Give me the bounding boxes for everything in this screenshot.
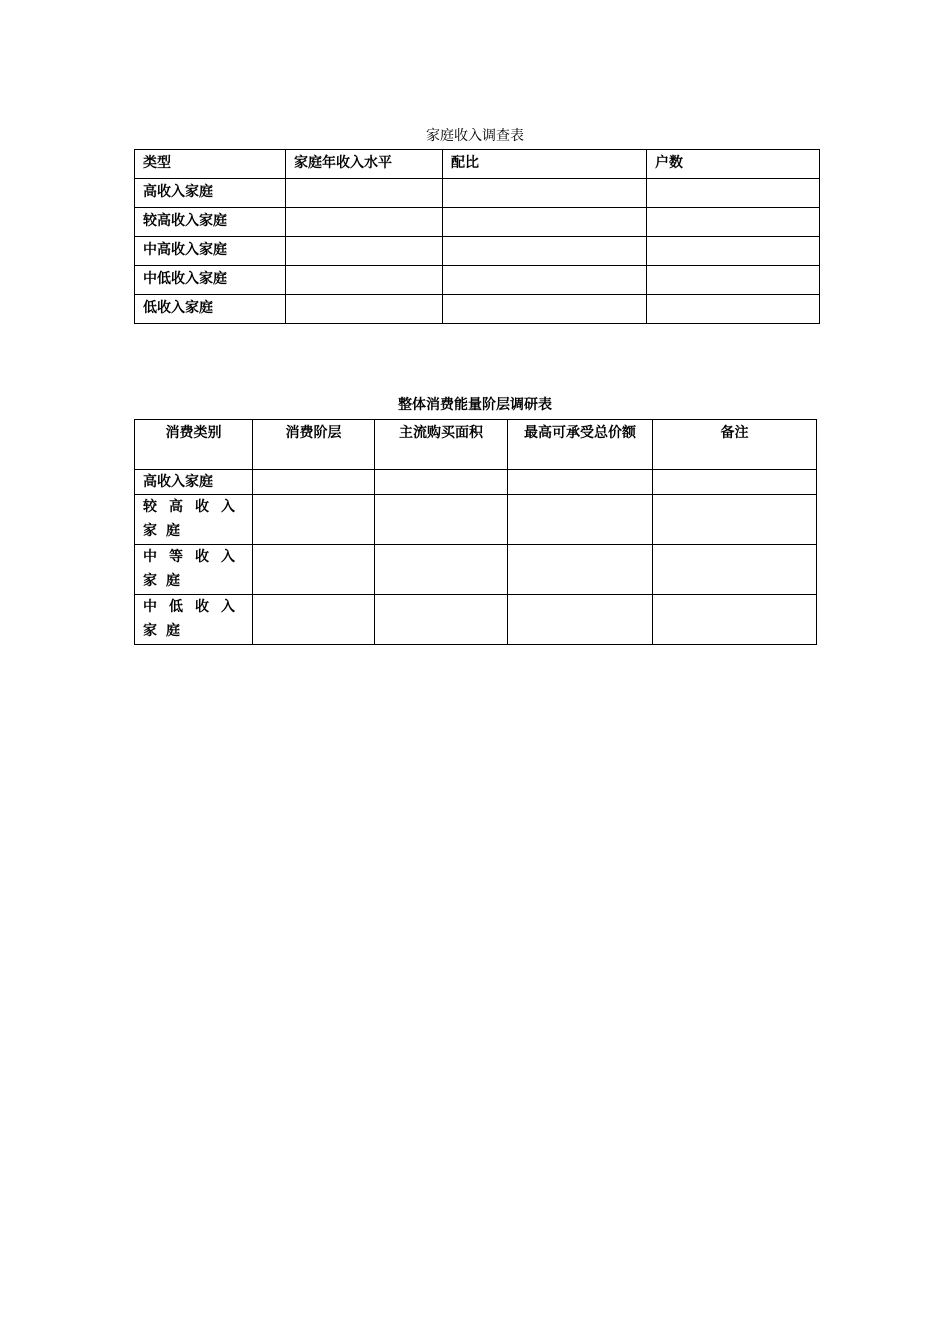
row-label-cell: 中等收入家庭	[135, 545, 253, 595]
table-header-row	[135, 420, 817, 470]
table-row	[135, 208, 820, 237]
empty-cell	[286, 295, 443, 324]
empty-cell	[286, 208, 443, 237]
household-income-survey-title: 家庭收入调查表	[426, 128, 524, 144]
empty-cell	[647, 295, 820, 324]
header-cell: 主流购买面积	[375, 420, 508, 470]
empty-cell	[375, 545, 508, 595]
empty-cell	[375, 495, 508, 545]
empty-cell	[647, 179, 820, 208]
empty-cell	[443, 266, 647, 295]
table-row	[135, 595, 817, 645]
empty-cell	[508, 470, 653, 495]
empty-cell	[286, 266, 443, 295]
table-row	[135, 179, 820, 208]
header-cell: 消费类别	[135, 420, 253, 470]
row-label-cell: 高收入家庭	[135, 470, 253, 495]
empty-cell	[253, 545, 375, 595]
empty-cell	[375, 595, 508, 645]
header-cell: 最高可承受总价额	[508, 420, 653, 470]
empty-cell	[653, 470, 817, 495]
empty-cell	[443, 179, 647, 208]
empty-cell	[443, 295, 647, 324]
table-row	[135, 470, 817, 495]
household-income-survey-table	[134, 149, 820, 324]
empty-cell	[653, 495, 817, 545]
empty-cell	[508, 545, 653, 595]
empty-cell	[286, 237, 443, 266]
empty-cell	[375, 470, 508, 495]
row-label-cell: 高收入家庭	[135, 179, 286, 208]
table-row	[135, 237, 820, 266]
table-row	[135, 545, 817, 595]
table-row	[135, 266, 820, 295]
empty-cell	[443, 208, 647, 237]
header-cell: 家庭年收入水平	[286, 150, 443, 179]
table-row	[135, 295, 820, 324]
row-label-cell: 中低收入家庭	[135, 266, 286, 295]
empty-cell	[253, 470, 375, 495]
empty-cell	[443, 237, 647, 266]
row-label-cell: 中低收入家庭	[135, 595, 253, 645]
row-label-cell: 低收入家庭	[135, 295, 286, 324]
empty-cell	[508, 495, 653, 545]
table-header-row	[135, 150, 820, 179]
consumption-tier-survey-table	[134, 419, 817, 645]
empty-cell	[253, 595, 375, 645]
empty-cell	[508, 595, 653, 645]
header-cell: 类型	[135, 150, 286, 179]
row-label-cell: 较高收入家庭	[135, 208, 286, 237]
empty-cell	[653, 595, 817, 645]
consumption-tier-survey-title: 整体消费能量阶层调研表	[398, 397, 552, 413]
header-cell: 配比	[443, 150, 647, 179]
empty-cell	[647, 266, 820, 295]
header-cell: 户数	[647, 150, 820, 179]
empty-cell	[653, 545, 817, 595]
header-cell: 消费阶层	[253, 420, 375, 470]
empty-cell	[253, 495, 375, 545]
empty-cell	[647, 237, 820, 266]
empty-cell	[286, 179, 443, 208]
row-label-cell: 较高收入家庭	[135, 495, 253, 545]
header-cell: 备注	[653, 420, 817, 470]
table-row	[135, 495, 817, 545]
row-label-cell: 中高收入家庭	[135, 237, 286, 266]
empty-cell	[647, 208, 820, 237]
